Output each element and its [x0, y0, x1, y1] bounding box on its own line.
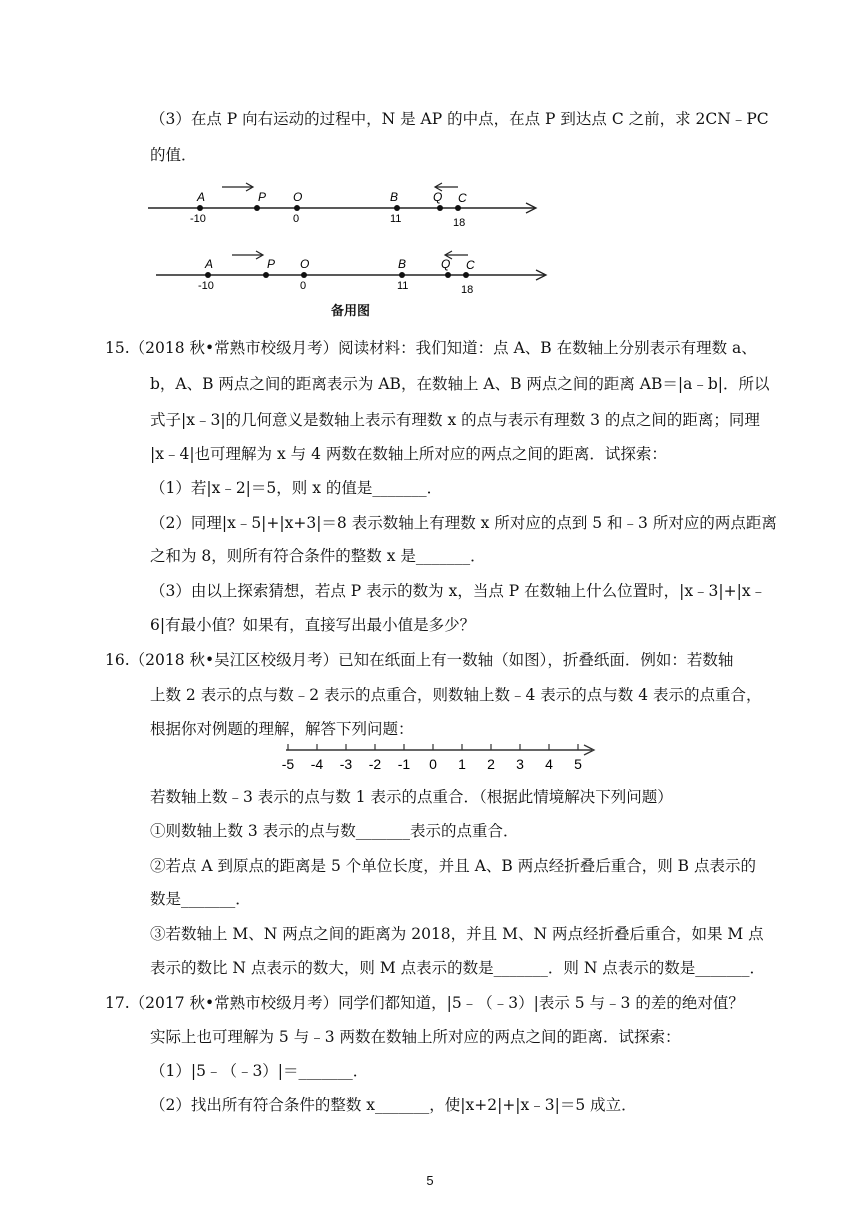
label-a: A — [205, 257, 214, 271]
point-q-dot — [445, 272, 451, 278]
q15-line1: 15.（2018 秋•常熟市校级月考）阅读材料：我们知道：点 A、B 在数轴上分别表示有理数 a、 — [105, 339, 757, 357]
label-p: P — [267, 257, 276, 271]
q16-sub3-line2: 表示的数比 N 点表示的数大，则 M 点表示的数是_______．则 N 点表示的数是_______． — [150, 959, 766, 977]
axis-tick-label: 5 — [574, 756, 582, 772]
label-b: B — [390, 190, 399, 204]
axis-tick-label: -3 — [339, 756, 353, 772]
axis-tick-label: 3 — [516, 756, 524, 772]
q17-line1: 17.（2017 秋•常熟市校级月考）同学们都知道，|5﹣（﹣3）|表示 5 与﹣3 的差的绝对值？ — [105, 994, 744, 1012]
q15-part3-line2: 6|有最小值？如果有，直接写出最小值是多少？ — [150, 616, 476, 634]
value-a: -10 — [198, 280, 214, 292]
q14-part3-line2: 的值． — [150, 146, 197, 164]
integer-number-line — [270, 740, 605, 780]
label-q: Q — [433, 190, 443, 204]
q16-sub2-line1: ②若点 A 到原点的距离是 5 个单位长度，并且 A、B 两点经折叠后重合，则 B 点表示的 — [150, 857, 756, 875]
value-c: 18 — [461, 284, 474, 296]
point-p-dot — [254, 205, 260, 211]
value-b: 11 — [397, 280, 409, 292]
label-q: Q — [441, 257, 451, 271]
q17-part1: （1）|5﹣（﹣3）|＝_______． — [150, 1062, 369, 1080]
q15-part3-line1: （3）由以上探索猜想，若点 P 表示的数为 x，当点 P 在数轴上什么位置时，|x﹣3|+|x﹣ — [150, 582, 767, 600]
q15-part2-line2: 之和为 8，则所有符合条件的整数 x 是_______． — [150, 547, 486, 565]
q15-part1: （1）若|x﹣2|＝5，则 x 的值是_______． — [150, 479, 443, 497]
point-o-dot — [301, 272, 307, 278]
label-a: A — [197, 190, 206, 204]
point-o-dot — [294, 205, 300, 211]
number-line-figure-1 — [140, 176, 550, 228]
value-a: -10 — [190, 213, 206, 225]
axis-tick-label: -2 — [368, 756, 382, 772]
backup-figure-caption: 备用图 — [331, 303, 371, 318]
label-o: O — [300, 257, 310, 271]
point-p-dot — [263, 272, 269, 278]
q14-part3-line1: （3）在点 P 向右运动的过程中，N 是 AP 的中点，在点 P 到达点 C 之前，求 2CN﹣PC — [150, 110, 769, 128]
q16-line3: 根据你对例题的理解，解答下列问题： — [150, 720, 414, 738]
point-c-dot — [455, 205, 461, 211]
page-number: 5 — [426, 1173, 434, 1188]
axis-tick-label: 0 — [429, 756, 437, 772]
q16-sub2-line2: 数是_______． — [150, 890, 251, 908]
point-b-dot — [394, 205, 400, 211]
value-c: 18 — [453, 217, 466, 228]
axis-tick-label: -1 — [397, 756, 411, 772]
label-c: C — [458, 191, 467, 205]
label-p: P — [258, 190, 267, 204]
value-o: 0 — [293, 213, 300, 225]
q15-line3: 式子|x﹣3|的几何意义是数轴上表示有理数 x 的点与表示有理数 3 的点之间的距离；同理 — [150, 411, 760, 429]
point-c-dot — [463, 272, 469, 278]
label-c: C — [466, 258, 475, 272]
point-q-dot — [437, 205, 443, 211]
point-b-dot — [399, 272, 405, 278]
value-o: 0 — [300, 280, 307, 292]
q16-line1: 16.（2018 秋•吴江区校级月考）已知在纸面上有一数轴（如图），折叠纸面．例如：若数轴 — [105, 651, 734, 669]
q17-part2: （2）找出所有符合条件的整数 x_______，使|x+2|+|x﹣3|＝5 成立． — [150, 1096, 637, 1114]
q16-line2: 上数 2 表示的点与数﹣2 表示的点重合，则数轴上数﹣4 表示的点与数 4 表示的点重合， — [150, 686, 762, 704]
q16-sub1: ①则数轴上数 3 表示的点与数_______表示的点重合． — [150, 822, 519, 840]
q17-line2: 实际上也可理解为 5 与﹣3 两数在数轴上所对应的两点之间的距离．试探索： — [150, 1028, 681, 1046]
axis-tick-label: -4 — [310, 756, 324, 772]
point-a-dot — [205, 272, 211, 278]
q16-sub3-line1: ③若数轴上 M、N 两点之间的距离为 2018，并且 M、N 两点经折叠后重合，如果 M 点 — [150, 925, 764, 943]
value-b: 11 — [390, 213, 402, 225]
q15-line2: b，A、B 两点之间的距离表示为 AB，在数轴上 A、B 两点之间的距离 AB＝|a﹣b|．所以 — [150, 375, 770, 393]
number-line-figure-2 — [150, 244, 560, 296]
q15-line4: |x﹣4|也可理解为 x 与 4 两数在数轴上所对应的两点之间的距离．试探索： — [150, 445, 667, 463]
point-a-dot — [197, 205, 203, 211]
label-o: O — [293, 190, 303, 204]
q16-line4: 若数轴上数﹣3 表示的点与数 1 表示的点重合．（根据此情境解决下列问题） — [150, 788, 673, 806]
axis-tick-label: 2 — [487, 756, 495, 772]
label-b: B — [398, 257, 407, 271]
axis-tick-label: 1 — [458, 756, 466, 772]
axis-tick-label: -5 — [281, 756, 295, 772]
q15-part2-line1: （2）同理|x﹣5|+|x+3|＝8 表示数轴上有理数 x 所对应的点到 5 和﹣3 所对应的两点距离 — [150, 514, 777, 532]
axis-tick-label: 4 — [545, 756, 553, 772]
